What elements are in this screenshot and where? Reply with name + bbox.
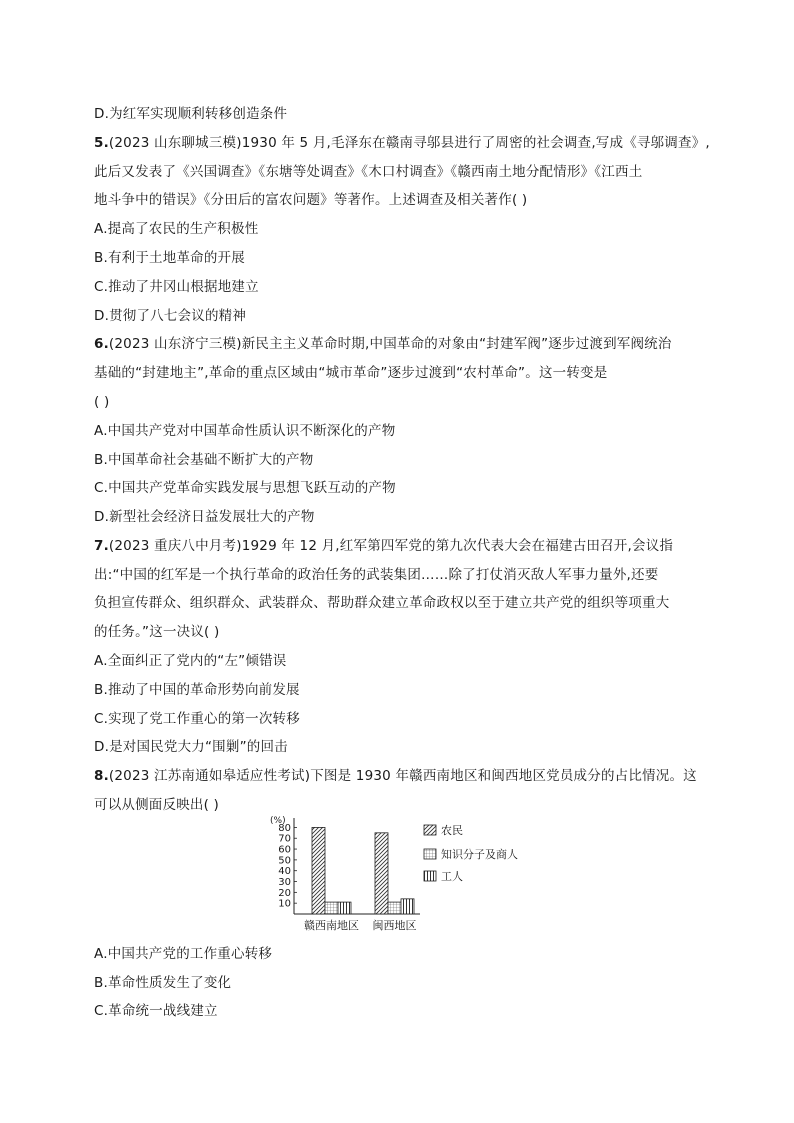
y-tick-label: 80	[278, 822, 291, 834]
question-number: 7.	[94, 538, 109, 554]
text-line	[94, 622, 219, 642]
y-tick-label: 30	[278, 877, 291, 889]
line-text: C.革命统一战线建立	[94, 1003, 218, 1019]
line-text: D.新型社会经济日益发展壮大的产物	[94, 509, 315, 525]
line-text: 负担宣传群众、组织群众、武装群众、帮助群众建立革命政权以至于建立共产党的组织等项重大	[94, 595, 670, 611]
line-text: B.中国革命社会基础不断扩大的产物	[94, 452, 314, 468]
y-tick-label: 70	[278, 833, 291, 845]
question-number: 5.	[94, 135, 109, 151]
text-line	[94, 709, 300, 729]
legend-label: 工人	[441, 870, 463, 883]
text-line	[94, 306, 246, 326]
line-text: C.推动了井冈山根据地建立	[94, 279, 259, 295]
text-line	[94, 277, 259, 297]
line-text: A.全面纠正了党内的“左”倾错误	[94, 653, 287, 669]
text-line	[94, 737, 288, 757]
question-stem-line	[94, 133, 710, 153]
bar	[388, 902, 401, 914]
text-line	[94, 593, 669, 613]
line-text: D.是对国民党大力“围剿”的回击	[94, 739, 288, 755]
y-tick-label: 10	[278, 898, 291, 910]
line-text: 出:“中国的红军是一个执行革命的政治任务的武装集团……除了打仗消灭敌人军事力量外,还要	[94, 567, 659, 583]
text-line	[94, 421, 395, 441]
bar	[401, 899, 414, 914]
line-text: B.革命性质发生了变化	[94, 975, 232, 991]
legend-swatch	[424, 871, 436, 881]
line-text: A.提高了农民的生产积极性	[94, 221, 259, 237]
line-text: 此后又发表了《兴国调查》《东塘等处调查》《木口村调查》《赣西南土地分配情形》《江西土	[94, 164, 643, 180]
text-line	[94, 795, 219, 815]
line-text: D.为红军实现顺利转移创造条件	[94, 106, 288, 122]
question-number: 6.	[94, 336, 109, 352]
line-text: B.推动了中国的革命形势向前发展	[94, 682, 300, 698]
line-text: 基础的“封建地主”,革命的重点区域由“城市革命”逐步过渡到“农村革命”。这一转变是	[94, 365, 608, 381]
line-text: (2023 山东济宁三模)新民主主义革命时期,中国革命的对象由“封建军阀”逐步过渡到军阀统治	[108, 336, 672, 352]
y-tick-label: 60	[278, 844, 291, 856]
text-line	[94, 392, 109, 412]
y-axis-label: (%)	[270, 816, 286, 826]
y-tick-label: 20	[278, 887, 291, 899]
bar	[338, 902, 351, 914]
line-text: ( )	[94, 394, 110, 410]
text-line	[94, 507, 315, 527]
text-line	[94, 944, 272, 964]
text-line	[94, 973, 231, 993]
line-text: A.中国共产党的工作重心转移	[94, 946, 273, 962]
text-line	[94, 248, 245, 268]
line-text: 地斗争中的错误》《分田后的富农问题》等著作。上述调查及相关著作( )	[94, 192, 528, 208]
bar	[375, 833, 388, 914]
line-text: D.贯彻了八七会议的精神	[94, 308, 247, 324]
line-text: (2023 重庆八中月考)1929 年 12 月,红军第四军党的第九次代表大会在福建古田召开,会议指	[108, 538, 674, 554]
x-category-label: 赣西南地区	[304, 919, 359, 932]
text-line	[94, 478, 396, 498]
text-line	[94, 162, 642, 182]
question-stem-line	[94, 766, 697, 786]
text-line	[94, 680, 300, 700]
text-line	[94, 1001, 218, 1021]
legend-swatch	[424, 825, 436, 835]
party-member-composition-chart	[264, 814, 534, 936]
line-text: A.中国共产党对中国革命性质认识不断深化的产物	[94, 423, 396, 439]
line-text: 的任务。”这一决议( )	[94, 624, 220, 640]
question-stem-line	[94, 536, 673, 556]
line-text: C.实现了党工作重心的第一次转移	[94, 711, 300, 727]
bar	[325, 902, 338, 914]
line-text: B.有利于土地革命的开展	[94, 250, 245, 266]
text-line	[94, 651, 286, 671]
x-category-label: 闽西地区	[372, 919, 417, 932]
text-line	[94, 450, 313, 470]
text-line	[94, 219, 258, 239]
question-stem-line	[94, 334, 672, 354]
legend-label: 农民	[441, 824, 463, 837]
line-text: 可以从侧面反映出( )	[94, 797, 220, 813]
bar	[312, 827, 325, 914]
text-line	[94, 104, 287, 124]
line-text: (2023 江苏南通如皋适应性考试)下图是 1930 年赣西南地区和闽西地区党员成分的占比情况。这	[108, 768, 697, 784]
text-line	[94, 565, 658, 585]
line-text: (2023 山东聊城三模)1930 年 5 月,毛泽东在赣南寻邬县进行了周密的社会调查,写成《寻邬调查》,	[108, 135, 710, 151]
y-tick-label: 50	[278, 855, 291, 867]
text-line	[94, 190, 527, 210]
question-number: 8.	[94, 768, 109, 784]
text-line	[94, 363, 607, 383]
legend-label: 知识分子及商人	[441, 848, 518, 861]
legend-swatch	[424, 849, 436, 859]
y-tick-label: 40	[278, 866, 291, 878]
line-text: C.中国共产党革命实践发展与思想飞跃互动的产物	[94, 480, 396, 496]
